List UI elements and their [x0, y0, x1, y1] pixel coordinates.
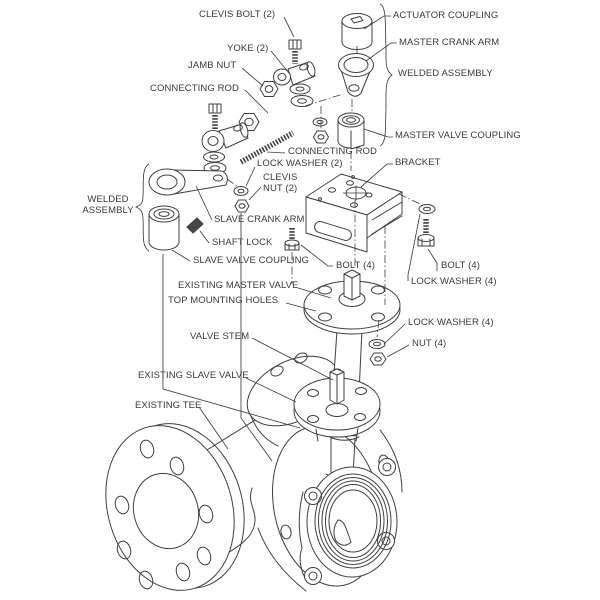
label-welded-assembly-left-line1: WELDED — [87, 194, 129, 205]
welded-assembly-brace-right — [380, 4, 392, 146]
clevis-bolt-lower — [209, 104, 221, 129]
slave-valve-coupling-drawing — [149, 206, 179, 250]
washers-upper — [290, 84, 313, 107]
label-connecting-rod-upper: CONNECTING ROD — [150, 83, 240, 94]
master-crank-arm-drawing — [339, 54, 374, 97]
clevis-bolt-upper — [289, 40, 301, 64]
label-lock-washer-4-lower: LOCK WASHER (4) — [408, 317, 494, 328]
valve-stem-drawing — [330, 369, 344, 404]
jamb-nut-upper — [260, 82, 278, 97]
label-bolt-4-right: BOLT (4) — [441, 260, 480, 271]
label-existing-slave-valve: EXISTING SLAVE VALVE — [138, 370, 249, 381]
label-jamb-nut: JAMB NUT — [188, 60, 237, 71]
label-yoke: YOKE (2) — [227, 43, 269, 54]
label-actuator-coupling: ACTUATOR COUPLING — [393, 10, 499, 21]
label-shaft-lock: SHAFT LOCK — [212, 237, 273, 248]
slave-crank-arm-drawing — [149, 169, 227, 195]
bracket-drawing — [306, 174, 402, 252]
master-valve-coupling-drawing — [338, 113, 364, 149]
label-existing-tee: EXISTING TEE — [135, 400, 202, 411]
label-clevis-bolt: CLEVIS BOLT (2) — [199, 9, 276, 20]
actuator-coupling-drawing — [342, 14, 372, 50]
master-valve-top-pad — [304, 270, 400, 334]
shaft-lock-drawing — [187, 218, 203, 233]
label-welded-assembly-left — [76, 195, 140, 216]
bolt-center-drawing — [285, 228, 299, 250]
label-welded-assembly-left-line2: ASSEMBLY — [82, 204, 134, 216]
yoke-lower — [202, 122, 249, 152]
label-clevis-nut — [263, 173, 297, 194]
label-top-mounting-holes: TOP MOUNTING HOLES — [168, 295, 279, 306]
bolt-right-drawing — [418, 205, 435, 247]
label-lock-washer-4-upper: LOCK WASHER (4) — [411, 276, 497, 287]
lock-washer-nut-lower-right — [369, 340, 386, 366]
label-slave-valve-coupling: SLAVE VALVE COUPLING — [193, 255, 310, 266]
label-welded-assembly-right: WELDED ASSEMBLY — [398, 68, 493, 79]
label-clevis-nut-line2: NUT (2) — [263, 182, 298, 194]
master-valve-stem-drawing — [344, 270, 360, 300]
label-bracket: BRACKET — [395, 157, 441, 168]
label-nut-4: NUT (4) — [412, 338, 447, 349]
yoke-upper — [274, 61, 317, 85]
clevis-nut-drawing — [235, 200, 249, 212]
label-clevis-nut-line1: CLEVIS — [263, 172, 298, 183]
label-master-valve-coupling: MASTER VALVE COUPLING — [395, 130, 521, 141]
label-master-crank-arm: MASTER CRANK ARM — [399, 37, 500, 48]
lock-washer-2-drawing — [234, 187, 248, 196]
label-slave-crank-arm: SLAVE CRANK ARM — [214, 214, 305, 225]
label-bolt-4-center: BOLT (4) — [336, 260, 375, 271]
label-valve-stem: VALVE STEM — [190, 331, 250, 342]
label-lock-washer-2: LOCK WASHER (2) — [257, 158, 343, 169]
label-connecting-rod-mid: CONNECTING ROD — [288, 146, 378, 157]
label-existing-master-valve: EXISTING MASTER VALVE — [178, 280, 299, 291]
